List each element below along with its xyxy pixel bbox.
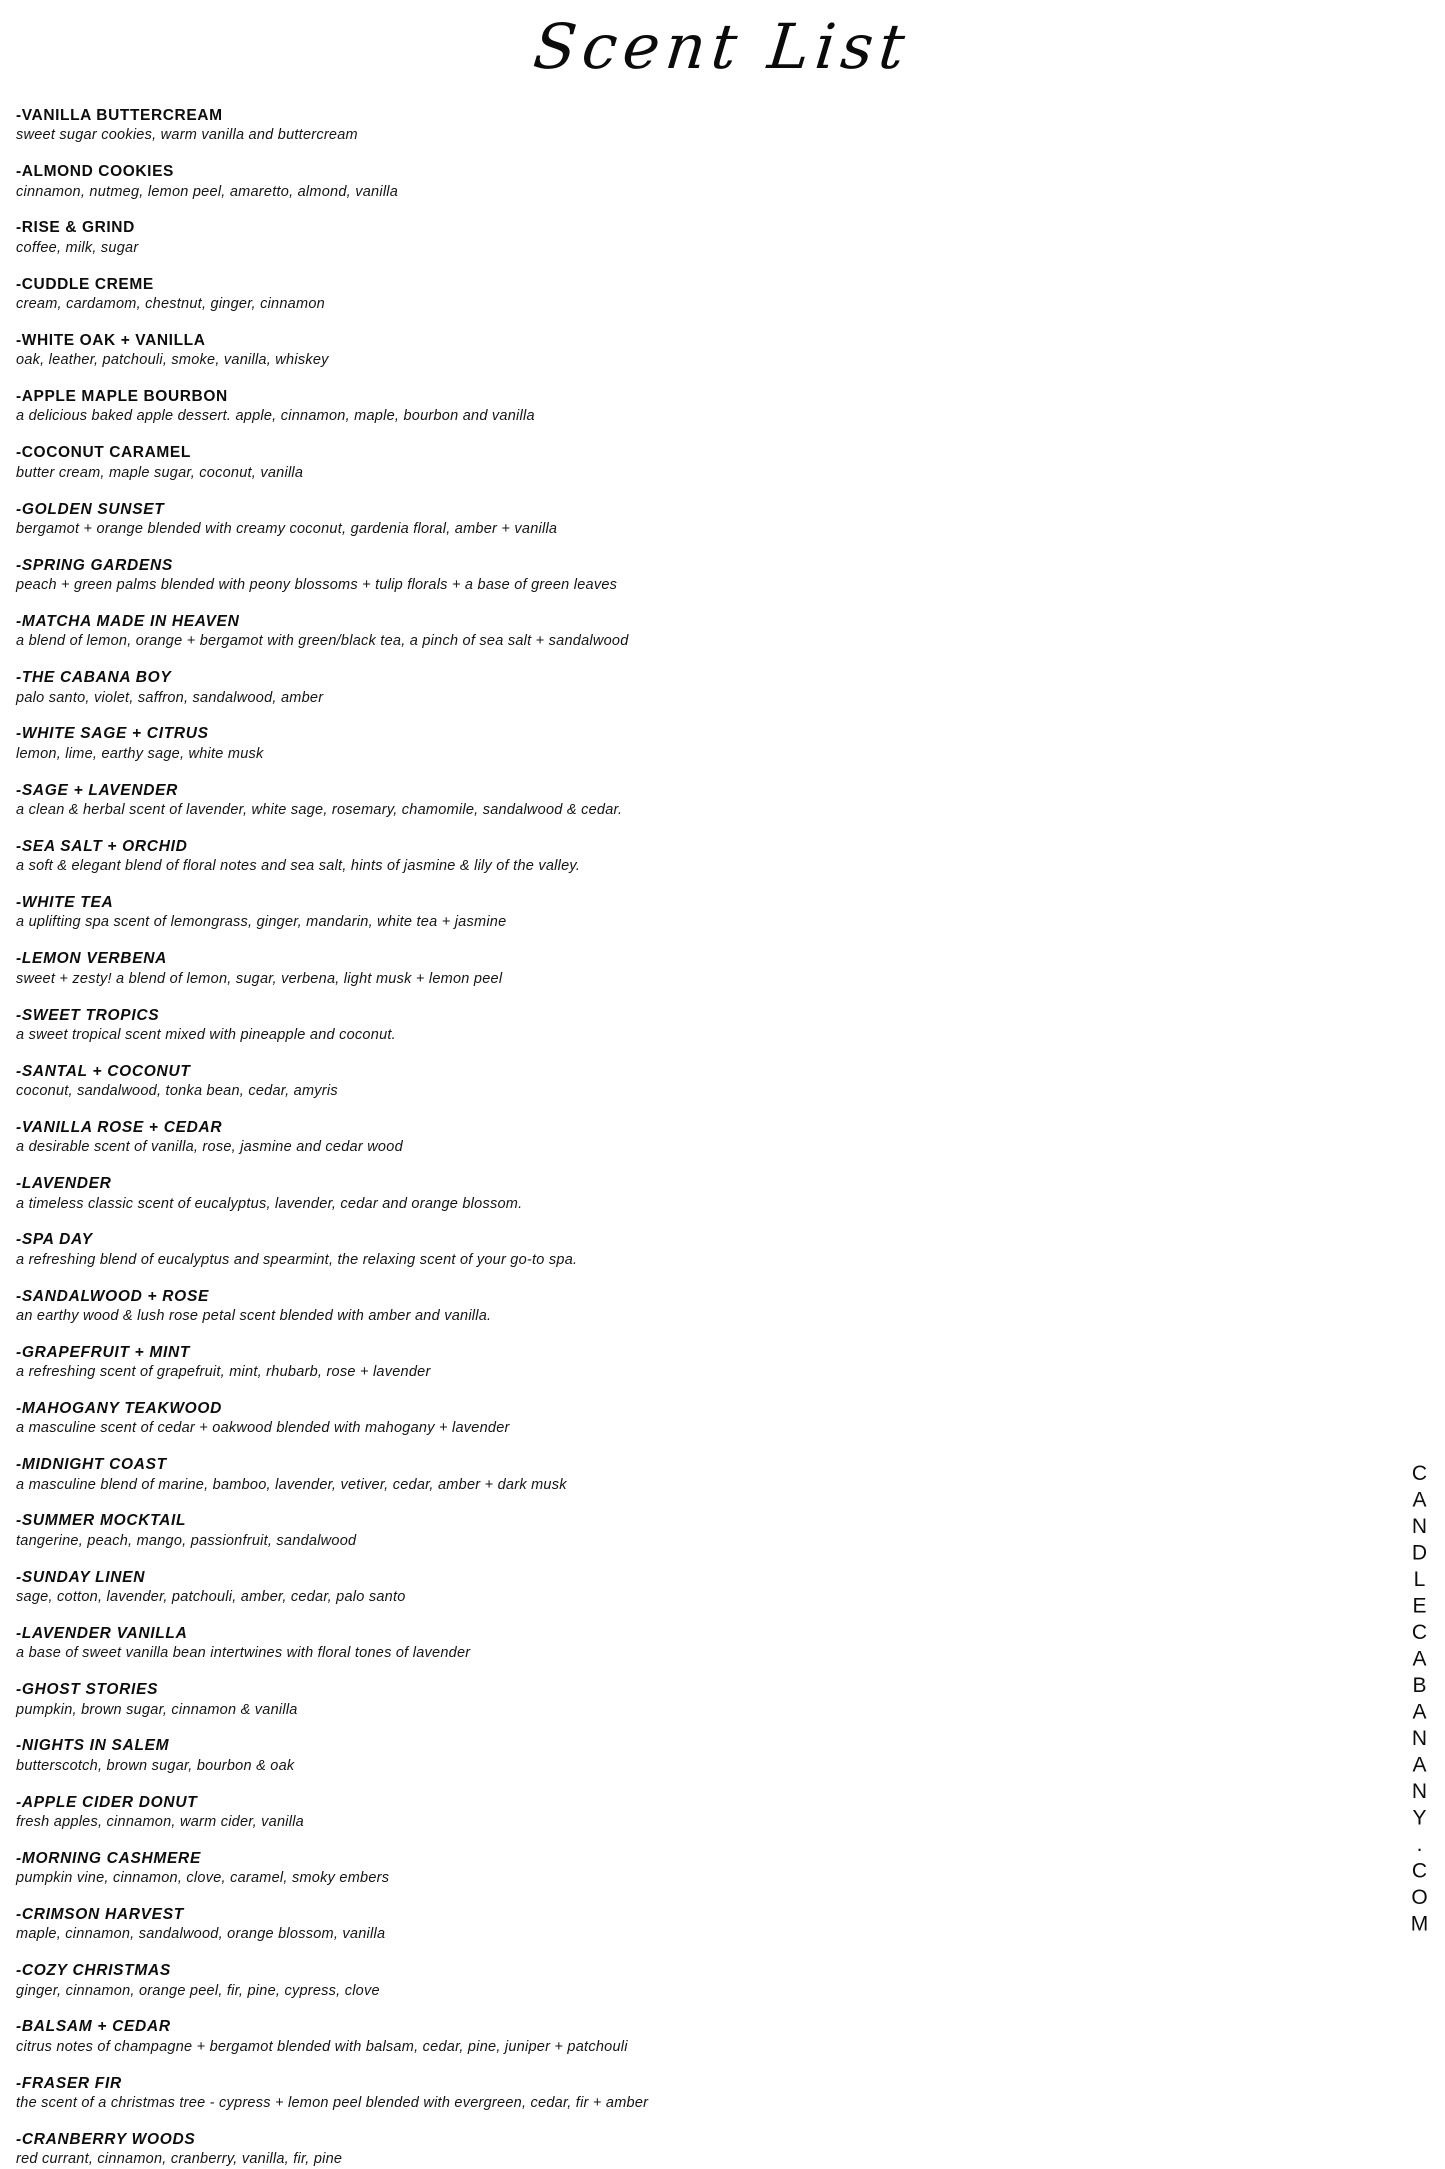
scent-name: -WHITE SAGE + CITRUS	[16, 725, 209, 743]
scent-description: a uplifting spa scent of lemongrass, ginger, mandarin, white tea + jasmine	[16, 914, 507, 931]
scent-name: -MORNING CASHMERE	[16, 1849, 201, 1867]
scent-description: fresh apples, cinnamon, warm cider, vanilla	[16, 1813, 304, 1830]
scent-entry	[16, 1399, 916, 1438]
scent-name: -FRASER FIR	[16, 2074, 122, 2092]
scent-entry	[16, 1230, 916, 1269]
scent-description: lemon, lime, earthy sage, white musk	[16, 745, 264, 762]
scent-name: -SPRING GARDENS	[16, 556, 173, 574]
scent-entry	[16, 556, 916, 595]
scent-name: -SPA DAY	[16, 1231, 93, 1249]
scent-description: coffee, milk, sugar	[16, 239, 139, 256]
scent-description: ginger, cinnamon, orange peel, fir, pine, cypress, clove	[16, 1982, 380, 1999]
scent-entry	[16, 162, 916, 201]
scent-description: bergamot + orange blended with creamy coconut, gardenia floral, amber + vanilla	[16, 520, 558, 537]
scent-description: a desirable scent of vanilla, rose, jasmine and cedar wood	[16, 1139, 403, 1156]
scent-entry	[16, 1736, 916, 1775]
scent-entry	[16, 724, 916, 763]
scent-name: -SEA SALT + ORCHID	[16, 837, 188, 855]
scent-entry	[16, 1680, 916, 1719]
scent-entry	[16, 2074, 916, 2113]
scent-entry	[16, 612, 916, 651]
scent-name: -MAHOGANY TEAKWOOD	[16, 1400, 223, 1418]
scent-name: -SANTAL + COCONUT	[16, 1062, 191, 1080]
scent-description: a masculine scent of cedar + oakwood blended with mahogany + lavender	[16, 1420, 510, 1437]
scent-entry	[16, 218, 916, 257]
scent-description: a soft & elegant blend of floral notes and sea salt, hints of jasmine & lily of the valley.	[16, 858, 581, 875]
scent-entry	[16, 1455, 916, 1494]
scent-description: cinnamon, nutmeg, lemon peel, amaretto, almond, vanilla	[16, 183, 399, 200]
scent-entry	[16, 1118, 916, 1157]
scent-name: -RISE & GRIND	[16, 219, 135, 237]
scent-description: cream, cardamom, chestnut, ginger, cinnamon	[16, 296, 325, 313]
scent-name: -LAVENDER VANILLA	[16, 1624, 188, 1642]
scent-name: -SAGE + LAVENDER	[16, 781, 179, 799]
scent-name: -MIDNIGHT COAST	[16, 1456, 167, 1474]
scent-entry	[16, 949, 916, 988]
scent-description: a refreshing scent of grapefruit, mint, rhubarb, rose + lavender	[16, 1364, 431, 1381]
scent-entry	[16, 1624, 916, 1663]
scent-name: -LAVENDER	[16, 1175, 112, 1193]
scent-description: a sweet tropical scent mixed with pineapple and coconut.	[16, 1026, 396, 1043]
scent-description: a masculine blend of marine, bamboo, lavender, vetiver, cedar, amber + dark musk	[16, 1476, 567, 1493]
website-url: CANDLECABANANY.COM	[1408, 1462, 1431, 1939]
scent-name: -GHOST STORIES	[16, 1681, 159, 1699]
scent-description: the scent of a christmas tree - cypress + lemon peel blended with evergreen, cedar, fir + amber	[16, 2095, 649, 2112]
scent-description: a clean & herbal scent of lavender, white sage, rosemary, chamomile, sandalwood & cedar.	[16, 802, 623, 818]
scent-description: sweet + zesty! a blend of lemon, sugar, verbena, light musk + lemon peel	[16, 970, 503, 987]
scent-entry	[16, 1905, 916, 1944]
scent-name: -WHITE OAK + VANILLA	[16, 331, 206, 349]
scent-name: -GOLDEN SUNSET	[16, 500, 165, 518]
scent-name: -BALSAM + CEDAR	[16, 2018, 171, 2036]
scent-name: -NIGHTS IN SALEM	[16, 1737, 170, 1755]
scent-entry	[16, 275, 916, 314]
scent-description: a blend of lemon, orange + bergamot with green/black tea, a pinch of sea salt + sandalwood	[16, 633, 629, 650]
scent-entry	[16, 2130, 916, 2169]
scent-entry	[16, 1511, 916, 1550]
scent-name: -APPLE MAPLE BOURBON	[16, 388, 228, 406]
scent-name: -LEMON VERBENA	[16, 950, 168, 968]
scent-entry	[16, 837, 916, 876]
scent-description: butter cream, maple sugar, coconut, vanilla	[16, 464, 304, 481]
page-title-container	[0, 0, 1445, 100]
scent-entry	[16, 500, 916, 539]
scent-entry	[16, 106, 916, 145]
scent-entry	[16, 331, 916, 370]
scent-name: -SANDALWOOD + ROSE	[16, 1287, 210, 1305]
scent-description: red currant, cinnamon, cranberry, vanilla, fir, pine	[16, 2151, 343, 2168]
scent-description: a base of sweet vanilla bean intertwines with floral tones of lavender	[16, 1645, 471, 1662]
scent-description: a timeless classic scent of eucalyptus, lavender, cedar and orange blossom.	[16, 1195, 523, 1212]
scent-entry	[16, 1849, 916, 1888]
scent-name: -COZY CHRISTMAS	[16, 1962, 171, 1980]
scent-entry	[16, 1174, 916, 1213]
scent-name: -VANILLA BUTTERCREAM	[16, 107, 223, 124]
scent-name: -CUDDLE CREME	[16, 275, 154, 293]
scent-description: a refreshing blend of eucalyptus and spearmint, the relaxing scent of your go-to spa.	[16, 1251, 578, 1268]
scent-name: -CRANBERRY WOODS	[16, 2130, 196, 2148]
scent-description: butterscotch, brown sugar, bourbon & oak	[16, 1757, 295, 1774]
scent-list	[16, 106, 916, 2169]
scent-entry	[16, 1062, 916, 1101]
scent-entry	[16, 1343, 916, 1382]
scent-description: an earthy wood & lush rose petal scent blended with amber and vanilla.	[16, 1307, 492, 1324]
scent-name: -APPLE CIDER DONUT	[16, 1793, 198, 1811]
scent-entry	[16, 1793, 916, 1832]
scent-description: pumpkin, brown sugar, cinnamon & vanilla	[16, 1701, 298, 1718]
scent-description: peach + green palms blended with peony blossoms + tulip florals + a base of green leaves	[16, 577, 618, 594]
scent-description: oak, leather, patchouli, smoke, vanilla, whiskey	[16, 352, 329, 369]
scent-description: sage, cotton, lavender, patchouli, amber, cedar, palo santo	[16, 1589, 406, 1606]
scent-name: -THE CABANA BOY	[16, 669, 172, 687]
scent-name: -SUNDAY LINEN	[16, 1568, 146, 1586]
scent-description: tangerine, peach, mango, passionfruit, sandalwood	[16, 1532, 357, 1549]
scent-entry	[16, 893, 916, 932]
scent-name: -MATCHA MADE IN HEAVEN	[16, 612, 240, 630]
scent-description: a delicious baked apple dessert. apple, cinnamon, maple, bourbon and vanilla	[16, 408, 535, 425]
scent-entry	[16, 387, 916, 426]
scent-name: -WHITE TEA	[16, 894, 114, 912]
scent-description: citrus notes of champagne + bergamot blended with balsam, cedar, pine, juniper + patchouli	[16, 2038, 628, 2055]
scent-entry	[16, 1961, 916, 2000]
scent-name: -CRIMSON HARVEST	[16, 1906, 184, 1923]
scent-name: -SUMMER MOCKTAIL	[16, 1512, 187, 1530]
page-title: Scent List	[530, 9, 915, 83]
scent-entry	[16, 2017, 916, 2056]
scent-entry	[16, 781, 916, 820]
scent-name: -ALMOND COOKIES	[16, 163, 174, 181]
scent-entry	[16, 443, 916, 482]
scent-name: -VANILLA ROSE + CEDAR	[16, 1118, 223, 1136]
scent-name: -SWEET TROPICS	[16, 1006, 160, 1024]
scent-entry	[16, 1006, 916, 1045]
scent-description: sweet sugar cookies, warm vanilla and buttercream	[16, 127, 358, 144]
scent-entry	[16, 1568, 916, 1607]
scent-description: palo santo, violet, saffron, sandalwood, amber	[16, 689, 324, 706]
scent-entry	[16, 1287, 916, 1326]
scent-description: pumpkin vine, cinnamon, clove, caramel, smoky embers	[16, 1870, 390, 1887]
scent-description: maple, cinnamon, sandalwood, orange blossom, vanilla	[16, 1926, 386, 1943]
scent-entry	[16, 668, 916, 707]
scent-description: coconut, sandalwood, tonka bean, cedar, amyris	[16, 1083, 338, 1100]
scent-name: -GRAPEFRUIT + MINT	[16, 1343, 191, 1361]
scent-name: -COCONUT CARAMEL	[16, 444, 191, 462]
